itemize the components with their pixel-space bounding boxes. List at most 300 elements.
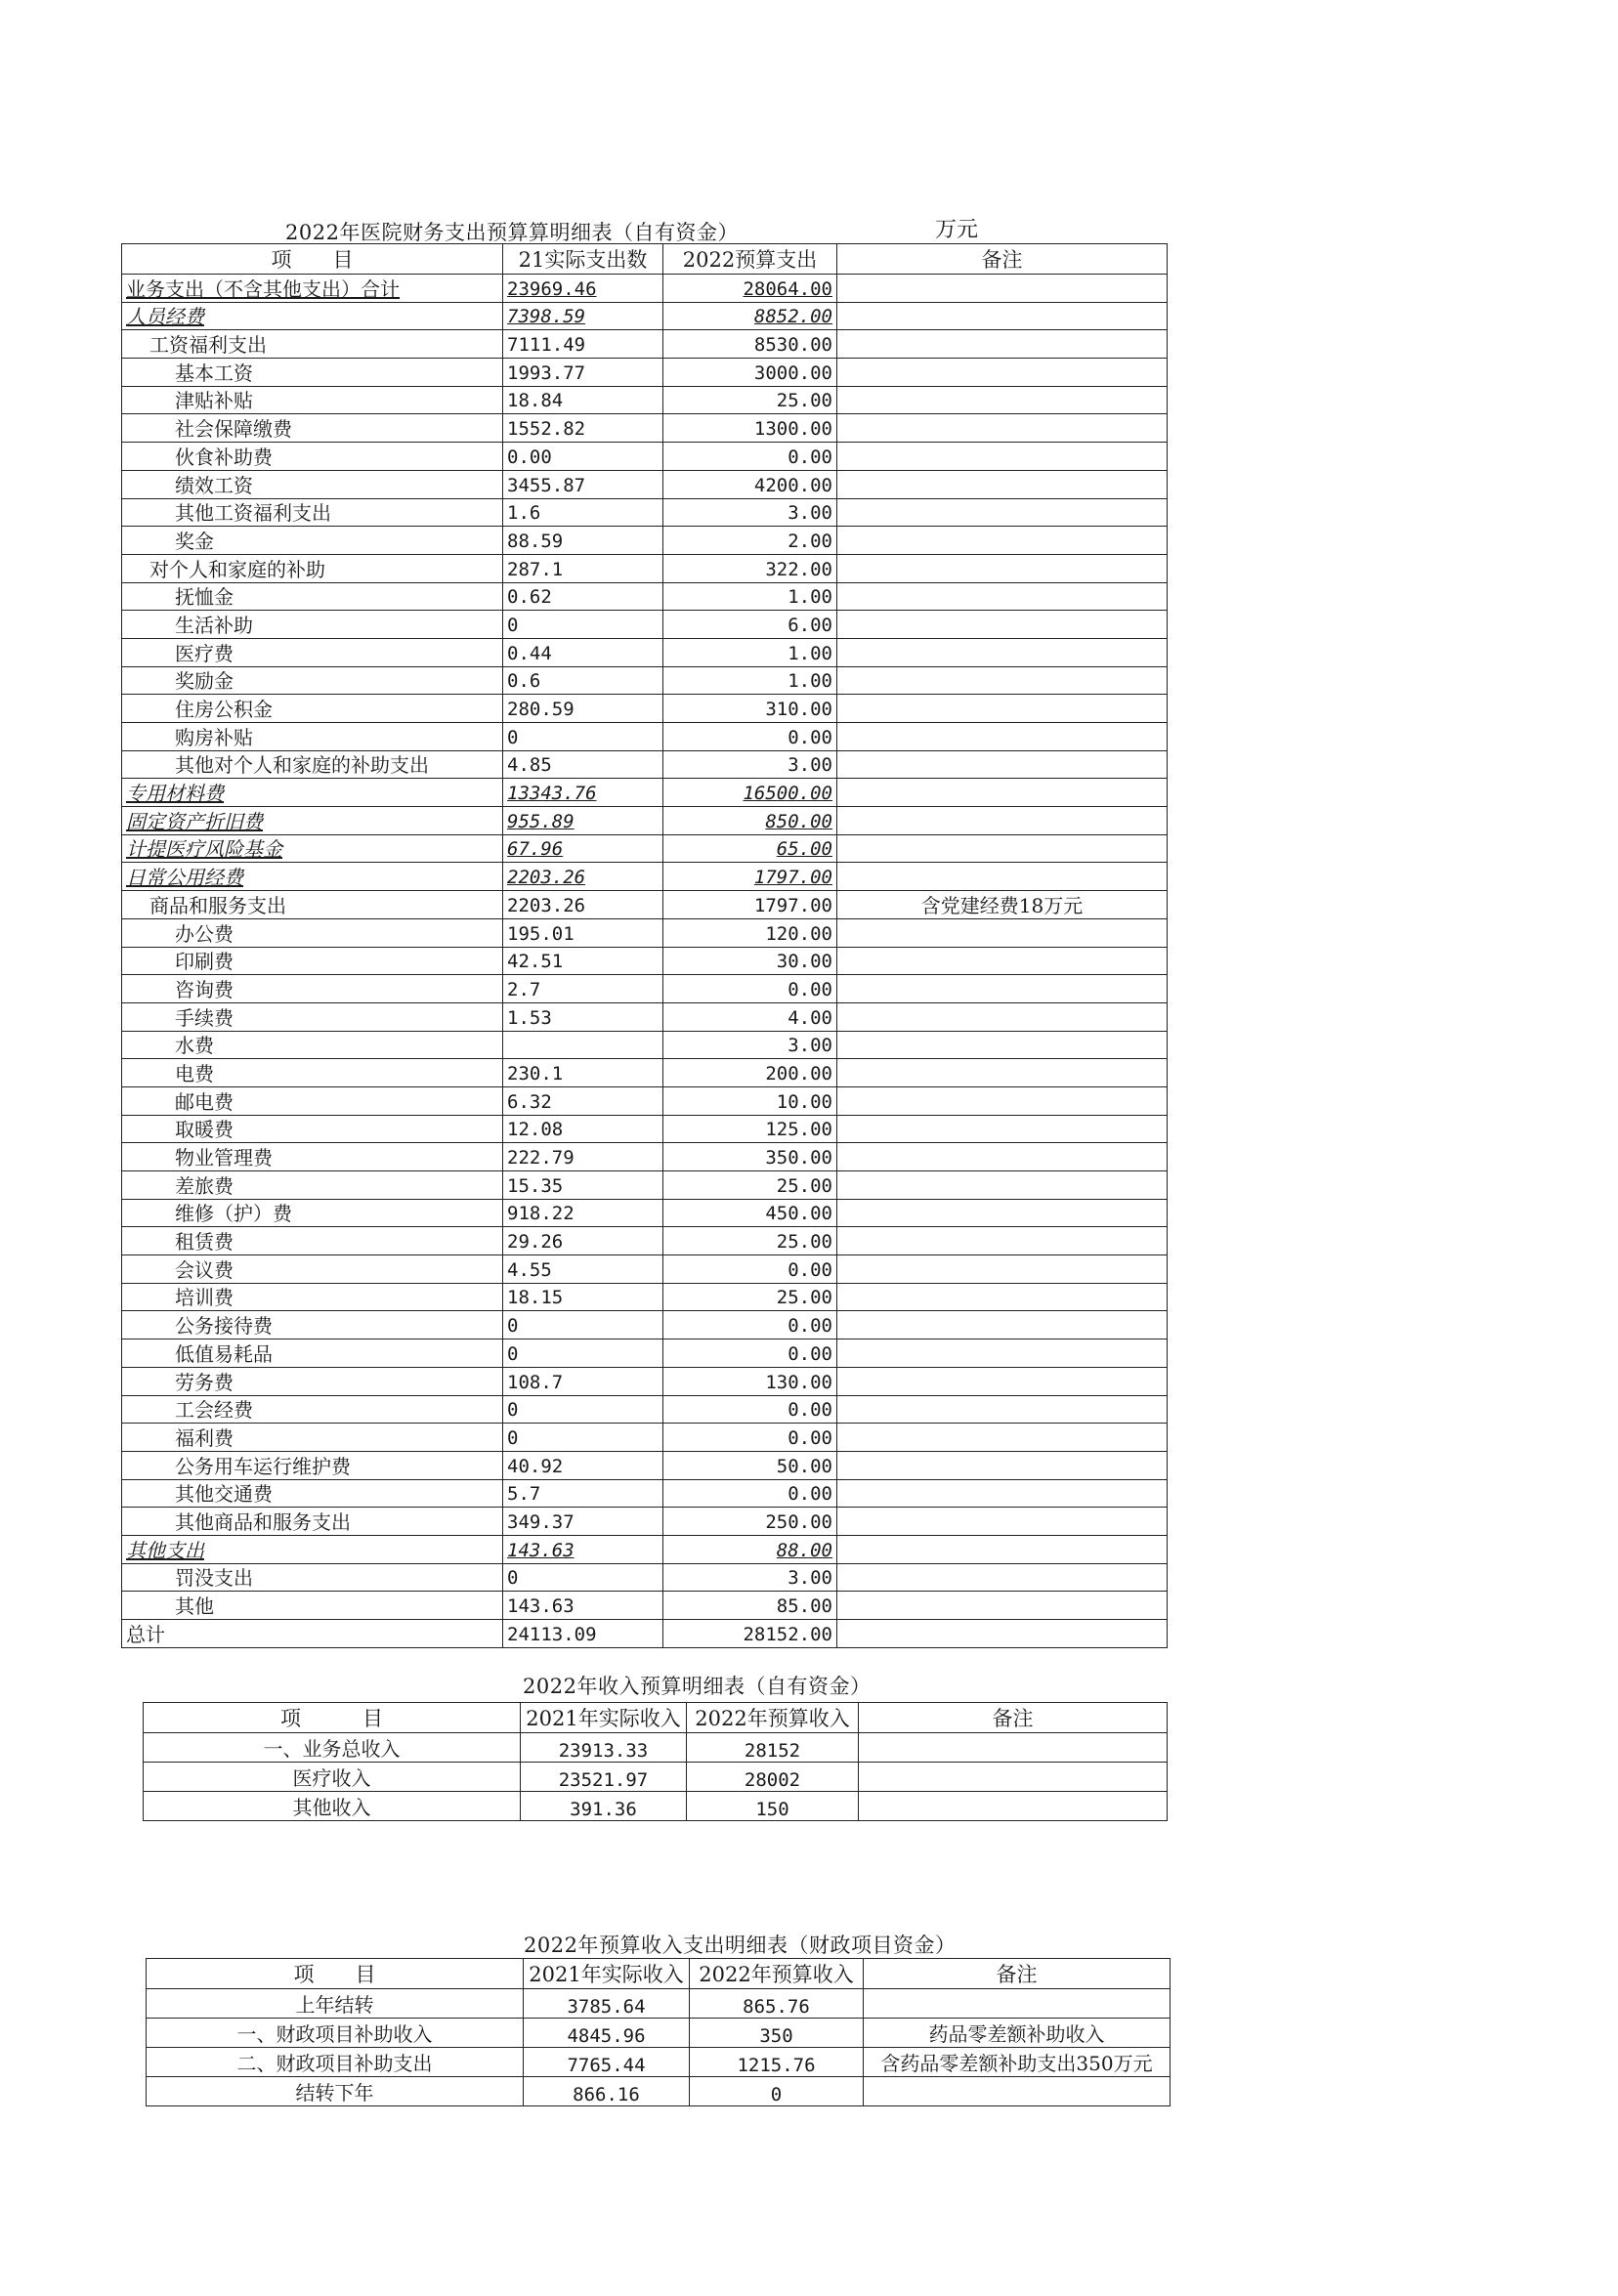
row-item-cell: 一、业务总收入	[144, 1733, 521, 1763]
header-budget: 2022年预算收入	[690, 1959, 864, 1989]
row-actual-cell: 13343.76	[503, 779, 663, 807]
row-budget-cell: 28002	[687, 1763, 859, 1792]
table-row	[122, 1395, 1168, 1424]
row-note-cell	[837, 834, 1168, 863]
row-note-cell	[864, 2077, 1171, 2106]
table-row	[122, 947, 1168, 975]
row-budget-cell: 150	[687, 1792, 859, 1821]
row-actual-cell: 4.85	[503, 750, 663, 779]
row-actual-cell: 0	[503, 723, 663, 751]
row-note-cell	[837, 498, 1168, 527]
row-actual-cell: 1.53	[503, 1002, 663, 1031]
row-budget-cell: 4.00	[663, 1002, 837, 1031]
row-actual-cell: 1993.77	[503, 359, 663, 387]
table3-title: 2022年预算收入支出明细表（财政项目资金）	[524, 1934, 957, 1957]
row-item-cell: 计提医疗风险基金	[122, 834, 503, 863]
row-note-cell	[837, 1563, 1168, 1592]
row-note-cell	[837, 443, 1168, 471]
table-row	[122, 1311, 1168, 1339]
row-budget-cell: 30.00	[663, 947, 837, 975]
row-note-cell	[837, 695, 1168, 723]
row-budget-cell: 8530.00	[663, 330, 837, 359]
row-budget-cell: 0.00	[663, 443, 837, 471]
row-actual-cell: 7398.59	[503, 302, 663, 330]
row-note-cell	[837, 1508, 1168, 1536]
row-actual-cell: 15.35	[503, 1171, 663, 1200]
table-row	[122, 1115, 1168, 1143]
row-note-cell: 药品零差额补助收入	[864, 2019, 1171, 2048]
row-actual-cell: 3455.87	[503, 470, 663, 498]
row-item-cell: 其他支出	[122, 1535, 503, 1563]
table-row	[122, 302, 1168, 330]
table-row	[122, 386, 1168, 414]
row-item-cell: 电费	[122, 1059, 503, 1087]
row-note-cell	[837, 1479, 1168, 1508]
table-row	[122, 1339, 1168, 1368]
table-row	[122, 918, 1168, 947]
row-item-cell: 社会保障缴费	[122, 414, 503, 443]
row-actual-cell: 0	[503, 1424, 663, 1452]
row-note-cell	[837, 1199, 1168, 1227]
table-row	[147, 1989, 1171, 2019]
table-row	[122, 1143, 1168, 1171]
row-actual-cell: 24113.09	[503, 1620, 663, 1648]
table-row	[122, 414, 1168, 443]
row-budget-cell: 3.00	[663, 498, 837, 527]
header-item: 项 目	[144, 1703, 521, 1733]
row-actual-cell: 195.01	[503, 918, 663, 947]
table-row	[122, 275, 1168, 303]
row-budget-cell: 25.00	[663, 386, 837, 414]
header-note: 备注	[837, 244, 1168, 275]
row-item-cell: 取暖费	[122, 1115, 503, 1143]
row-note-cell	[837, 1143, 1168, 1171]
row-item-cell: 绩效工资	[122, 470, 503, 498]
row-budget-cell: 88.00	[663, 1535, 837, 1563]
row-item-cell: 其他交通费	[122, 1479, 503, 1508]
row-budget-cell: 322.00	[663, 554, 837, 582]
row-actual-cell: 287.1	[503, 554, 663, 582]
table-row	[122, 695, 1168, 723]
income-budget-table	[143, 1702, 1168, 1821]
row-item-cell: 商品和服务支出	[122, 891, 503, 919]
row-item-cell: 水费	[122, 1031, 503, 1059]
row-budget-cell: 850.00	[663, 807, 837, 835]
row-note-cell	[837, 1115, 1168, 1143]
row-actual-cell: 1.6	[503, 498, 663, 527]
table-row	[122, 975, 1168, 1003]
row-note-cell	[837, 1535, 1168, 1563]
row-note-cell	[837, 275, 1168, 303]
table-row	[122, 1424, 1168, 1452]
row-budget-cell: 1.00	[663, 666, 837, 695]
row-actual-cell: 0.00	[503, 443, 663, 471]
row-item-cell: 公务接待费	[122, 1311, 503, 1339]
row-budget-cell: 1215.76	[690, 2048, 864, 2077]
table-row	[122, 1451, 1168, 1479]
row-item-cell: 手续费	[122, 1002, 503, 1031]
row-item-cell: 其他商品和服务支出	[122, 1508, 503, 1536]
row-item-cell: 津贴补贴	[122, 386, 503, 414]
row-item-cell: 总计	[122, 1620, 503, 1648]
row-actual-cell: 280.59	[503, 695, 663, 723]
row-item-cell: 奖金	[122, 527, 503, 555]
row-budget-cell: 4200.00	[663, 470, 837, 498]
row-budget-cell: 1300.00	[663, 414, 837, 443]
row-item-cell: 福利费	[122, 1424, 503, 1452]
table-row	[122, 330, 1168, 359]
row-budget-cell: 125.00	[663, 1115, 837, 1143]
row-item-cell: 结转下年	[147, 2077, 524, 2106]
row-budget-cell: 25.00	[663, 1227, 837, 1255]
row-budget-cell: 25.00	[663, 1171, 837, 1200]
row-budget-cell: 10.00	[663, 1086, 837, 1115]
row-budget-cell: 28064.00	[663, 275, 837, 303]
row-budget-cell: 1.00	[663, 638, 837, 666]
table-row	[147, 2048, 1171, 2077]
row-item-cell: 印刷费	[122, 947, 503, 975]
row-item-cell: 对个人和家庭的补助	[122, 554, 503, 582]
table-row	[122, 611, 1168, 639]
row-item-cell: 咨询费	[122, 975, 503, 1003]
row-budget-cell: 250.00	[663, 1508, 837, 1536]
row-actual-cell: 18.84	[503, 386, 663, 414]
row-actual-cell: 230.1	[503, 1059, 663, 1087]
row-note-cell	[837, 1339, 1168, 1368]
row-note-cell	[859, 1763, 1168, 1792]
row-note-cell	[837, 975, 1168, 1003]
row-actual-cell: 0.62	[503, 582, 663, 611]
row-item-cell: 其他工资福利支出	[122, 498, 503, 527]
row-item-cell: 工会经费	[122, 1395, 503, 1424]
row-item-cell: 专用材料费	[122, 779, 503, 807]
row-actual-cell: 29.26	[503, 1227, 663, 1255]
row-budget-cell: 28152	[687, 1733, 859, 1763]
row-budget-cell: 6.00	[663, 611, 837, 639]
table-row	[122, 1592, 1168, 1620]
row-actual-cell: 866.16	[524, 2077, 690, 2106]
table-row	[122, 723, 1168, 751]
row-actual-cell: 18.15	[503, 1283, 663, 1311]
header-actual: 2021年实际收入	[521, 1703, 687, 1733]
row-actual-cell: 23913.33	[521, 1733, 687, 1763]
row-item-cell: 抚恤金	[122, 582, 503, 611]
row-actual-cell: 6.32	[503, 1086, 663, 1115]
row-item-cell: 会议费	[122, 1255, 503, 1284]
row-actual-cell: 42.51	[503, 947, 663, 975]
header-actual: 2021年实际收入	[524, 1959, 690, 1989]
table-row	[122, 582, 1168, 611]
table-row	[122, 1199, 1168, 1227]
row-note-cell	[837, 918, 1168, 947]
row-note-cell	[837, 554, 1168, 582]
table-row	[122, 666, 1168, 695]
table-row	[122, 638, 1168, 666]
row-note-cell	[837, 359, 1168, 387]
row-item-cell: 日常公用经费	[122, 863, 503, 891]
table-row	[122, 1059, 1168, 1087]
row-actual-cell: 0	[503, 1395, 663, 1424]
table-row	[144, 1733, 1168, 1763]
row-item-cell: 罚没支出	[122, 1563, 503, 1592]
row-note-cell	[837, 807, 1168, 835]
row-item-cell: 固定资产折旧费	[122, 807, 503, 835]
row-actual-cell: 222.79	[503, 1143, 663, 1171]
row-note-cell	[837, 1086, 1168, 1115]
row-actual-cell: 0	[503, 611, 663, 639]
row-item-cell: 购房补贴	[122, 723, 503, 751]
header-note: 备注	[859, 1703, 1168, 1733]
table-row	[122, 779, 1168, 807]
table-row	[122, 1086, 1168, 1115]
row-budget-cell: 350	[690, 2019, 864, 2048]
row-item-cell: 医疗收入	[144, 1763, 521, 1792]
row-budget-cell: 1.00	[663, 582, 837, 611]
row-budget-cell: 16500.00	[663, 779, 837, 807]
row-budget-cell: 0.00	[663, 1424, 837, 1452]
row-note-cell	[837, 666, 1168, 695]
row-item-cell: 公务用车运行维护费	[122, 1451, 503, 1479]
row-budget-cell: 0.00	[663, 1311, 837, 1339]
row-actual-cell: 2203.26	[503, 891, 663, 919]
row-actual-cell: 4845.96	[524, 2019, 690, 2048]
row-budget-cell: 1797.00	[663, 891, 837, 919]
row-budget-cell: 865.76	[690, 1989, 864, 2019]
row-budget-cell: 0.00	[663, 975, 837, 1003]
row-note-cell	[859, 1792, 1168, 1821]
header-budget: 2022预算支出	[663, 244, 837, 275]
row-note-cell	[837, 750, 1168, 779]
table-row	[122, 834, 1168, 863]
row-item-cell: 医疗费	[122, 638, 503, 666]
table-row	[122, 1535, 1168, 1563]
row-budget-cell: 200.00	[663, 1059, 837, 1087]
row-budget-cell: 1797.00	[663, 863, 837, 891]
row-item-cell: 其他	[122, 1592, 503, 1620]
row-note-cell	[837, 723, 1168, 751]
table-row	[122, 750, 1168, 779]
row-actual-cell	[503, 1031, 663, 1059]
row-note-cell	[837, 1283, 1168, 1311]
row-actual-cell: 143.63	[503, 1535, 663, 1563]
table-row	[122, 359, 1168, 387]
row-note-cell	[837, 386, 1168, 414]
row-item-cell: 维修（护）费	[122, 1199, 503, 1227]
table-row	[122, 554, 1168, 582]
table1-title: 2022年医院财务支出预算算明细表（自有资金）	[285, 221, 739, 244]
row-item-cell: 低值易耗品	[122, 1339, 503, 1368]
row-note-cell	[837, 638, 1168, 666]
row-item-cell: 邮电费	[122, 1086, 503, 1115]
row-actual-cell: 0.6	[503, 666, 663, 695]
row-budget-cell: 8852.00	[663, 302, 837, 330]
table-row	[122, 891, 1168, 919]
row-note-cell	[837, 1451, 1168, 1479]
row-actual-cell: 349.37	[503, 1508, 663, 1536]
row-actual-cell: 2.7	[503, 975, 663, 1003]
row-budget-cell: 3.00	[663, 750, 837, 779]
row-budget-cell: 310.00	[663, 695, 837, 723]
table-header-row	[122, 244, 1168, 275]
row-actual-cell: 40.92	[503, 1451, 663, 1479]
table-row	[147, 2019, 1171, 2048]
table-row	[122, 527, 1168, 555]
row-item-cell: 其他收入	[144, 1792, 521, 1821]
row-actual-cell: 0.44	[503, 638, 663, 666]
table-header-row	[144, 1703, 1168, 1733]
row-item-cell: 办公费	[122, 918, 503, 947]
row-budget-cell: 0.00	[663, 1255, 837, 1284]
row-actual-cell: 3785.64	[524, 1989, 690, 2019]
row-note-cell	[837, 1311, 1168, 1339]
row-note-cell	[837, 302, 1168, 330]
row-actual-cell: 0	[503, 1311, 663, 1339]
table-header-row	[147, 1959, 1171, 1989]
row-actual-cell: 918.22	[503, 1199, 663, 1227]
row-note-cell	[837, 779, 1168, 807]
table-row	[122, 1479, 1168, 1508]
table-row	[122, 1031, 1168, 1059]
row-note-cell	[837, 414, 1168, 443]
table-row	[122, 1227, 1168, 1255]
row-budget-cell: 3.00	[663, 1031, 837, 1059]
row-note-cell	[837, 611, 1168, 639]
row-note-cell	[837, 1395, 1168, 1424]
expense-budget-table	[121, 243, 1168, 1648]
row-actual-cell: 23521.97	[521, 1763, 687, 1792]
row-budget-cell: 120.00	[663, 918, 837, 947]
row-note-cell	[837, 1002, 1168, 1031]
row-budget-cell: 25.00	[663, 1283, 837, 1311]
row-budget-cell: 2.00	[663, 527, 837, 555]
row-note-cell	[837, 1031, 1168, 1059]
row-note-cell	[837, 1592, 1168, 1620]
row-actual-cell: 0	[503, 1563, 663, 1592]
row-note-cell	[837, 470, 1168, 498]
row-item-cell: 基本工资	[122, 359, 503, 387]
row-budget-cell: 3000.00	[663, 359, 837, 387]
row-actual-cell: 1552.82	[503, 414, 663, 443]
table-row	[122, 1508, 1168, 1536]
table-row	[144, 1763, 1168, 1792]
row-note-cell	[837, 1255, 1168, 1284]
row-budget-cell: 50.00	[663, 1451, 837, 1479]
row-budget-cell: 65.00	[663, 834, 837, 863]
row-item-cell: 业务支出（不含其他支出）合计	[122, 275, 503, 303]
table-row	[122, 1171, 1168, 1200]
table-row	[122, 863, 1168, 891]
row-budget-cell: 0.00	[663, 1339, 837, 1368]
header-budget: 2022年预算收入	[687, 1703, 859, 1733]
row-actual-cell: 4.55	[503, 1255, 663, 1284]
row-note-cell	[837, 1424, 1168, 1452]
row-actual-cell: 7111.49	[503, 330, 663, 359]
row-note-cell: 含党建经费18万元	[837, 891, 1168, 919]
row-actual-cell: 7765.44	[524, 2048, 690, 2077]
table-row	[122, 1620, 1168, 1648]
row-budget-cell: 450.00	[663, 1199, 837, 1227]
table1-unit: 万元	[935, 218, 979, 242]
table-row	[122, 1283, 1168, 1311]
table-row	[122, 1002, 1168, 1031]
row-actual-cell: 108.7	[503, 1367, 663, 1395]
row-item-cell: 二、财政项目补助支出	[147, 2048, 524, 2077]
row-budget-cell: 85.00	[663, 1592, 837, 1620]
row-budget-cell: 0.00	[663, 723, 837, 751]
row-note-cell	[837, 1227, 1168, 1255]
table-row	[122, 498, 1168, 527]
row-actual-cell: 143.63	[503, 1592, 663, 1620]
table-row	[122, 1563, 1168, 1592]
row-item-cell: 其他对个人和家庭的补助支出	[122, 750, 503, 779]
header-actual: 21实际支出数	[503, 244, 663, 275]
table-row	[144, 1792, 1168, 1821]
row-note-cell	[837, 1620, 1168, 1648]
row-item-cell: 伙食补助费	[122, 443, 503, 471]
row-actual-cell: 67.96	[503, 834, 663, 863]
row-item-cell: 人员经费	[122, 302, 503, 330]
row-item-cell: 奖励金	[122, 666, 503, 695]
row-note-cell	[864, 1989, 1171, 2019]
row-note-cell	[837, 527, 1168, 555]
table2-title: 2022年收入预算明细表（自有资金）	[523, 1675, 872, 1698]
table-row	[147, 2077, 1171, 2106]
row-item-cell: 培训费	[122, 1283, 503, 1311]
row-note-cell	[859, 1733, 1168, 1763]
table-row	[122, 807, 1168, 835]
table-row	[122, 1367, 1168, 1395]
row-actual-cell: 955.89	[503, 807, 663, 835]
row-actual-cell: 391.36	[521, 1792, 687, 1821]
row-actual-cell: 5.7	[503, 1479, 663, 1508]
row-budget-cell: 0	[690, 2077, 864, 2106]
row-actual-cell: 0	[503, 1339, 663, 1368]
row-item-cell: 工资福利支出	[122, 330, 503, 359]
row-note-cell: 含药品零差额补助支出350万元	[864, 2048, 1171, 2077]
fiscal-project-table	[146, 1958, 1171, 2106]
row-note-cell	[837, 330, 1168, 359]
row-budget-cell: 0.00	[663, 1395, 837, 1424]
row-item-cell: 上年结转	[147, 1989, 524, 2019]
row-actual-cell: 12.08	[503, 1115, 663, 1143]
row-actual-cell: 88.59	[503, 527, 663, 555]
row-item-cell: 住房公积金	[122, 695, 503, 723]
row-actual-cell: 23969.46	[503, 275, 663, 303]
row-budget-cell: 350.00	[663, 1143, 837, 1171]
table-row	[122, 1255, 1168, 1284]
row-item-cell: 租赁费	[122, 1227, 503, 1255]
row-item-cell: 一、财政项目补助收入	[147, 2019, 524, 2048]
row-note-cell	[837, 1171, 1168, 1200]
row-item-cell: 物业管理费	[122, 1143, 503, 1171]
header-item: 项 目	[147, 1959, 524, 1989]
row-actual-cell: 2203.26	[503, 863, 663, 891]
header-item: 项 目	[122, 244, 503, 275]
row-note-cell	[837, 1367, 1168, 1395]
row-budget-cell: 130.00	[663, 1367, 837, 1395]
header-note: 备注	[864, 1959, 1171, 1989]
row-budget-cell: 28152.00	[663, 1620, 837, 1648]
table-row	[122, 443, 1168, 471]
row-item-cell: 劳务费	[122, 1367, 503, 1395]
row-budget-cell: 0.00	[663, 1479, 837, 1508]
row-note-cell	[837, 582, 1168, 611]
row-item-cell: 生活补助	[122, 611, 503, 639]
row-budget-cell: 3.00	[663, 1563, 837, 1592]
table-row	[122, 470, 1168, 498]
row-note-cell	[837, 1059, 1168, 1087]
row-note-cell	[837, 863, 1168, 891]
